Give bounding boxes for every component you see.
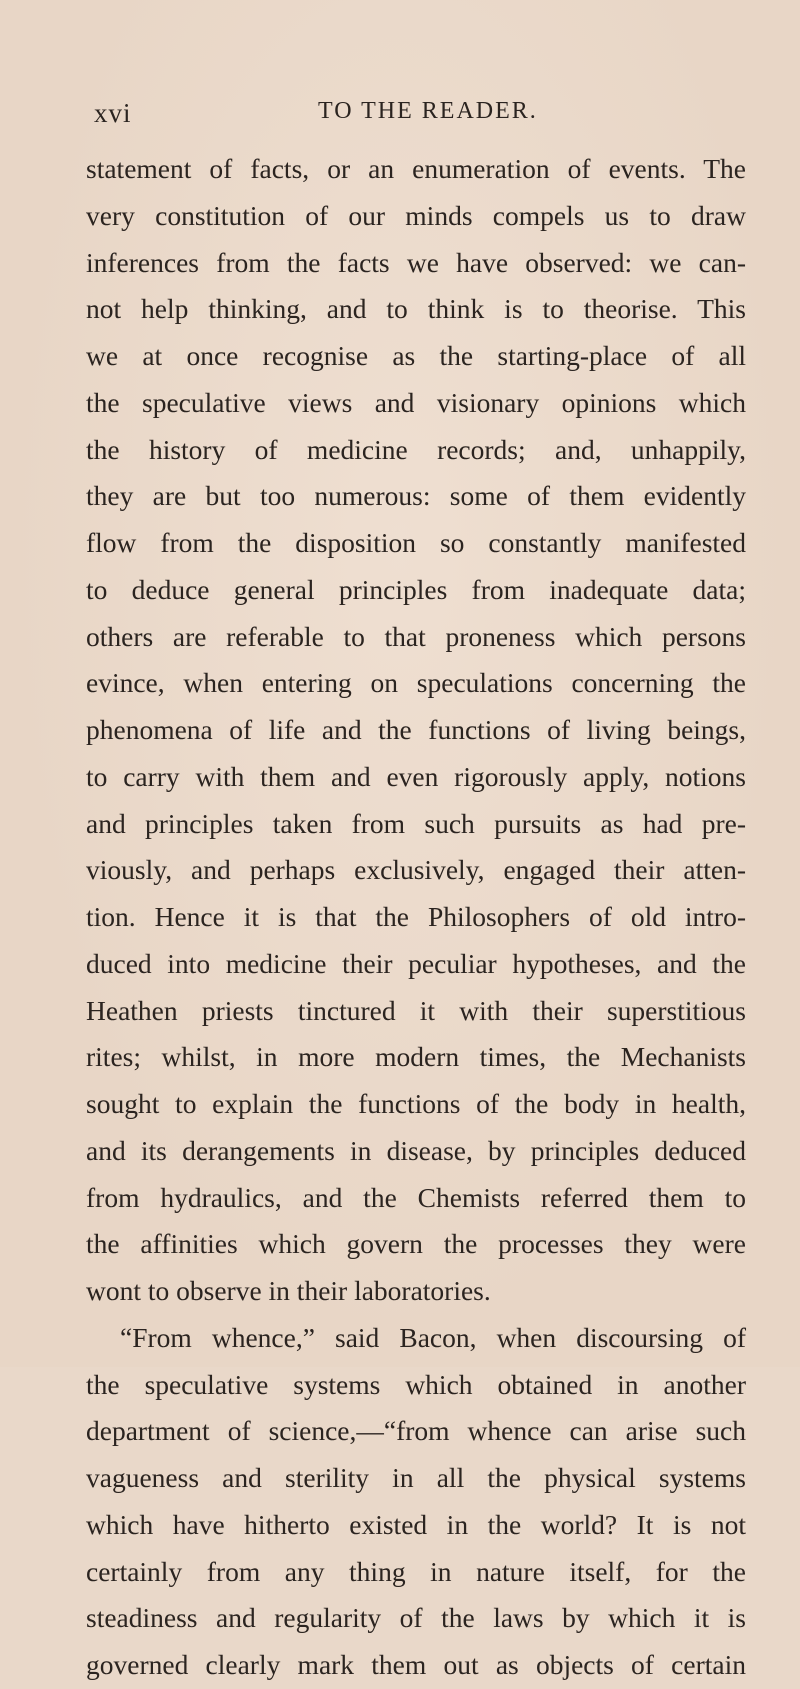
text-line: certainly from any thing in nature itself, for the [86, 1555, 746, 1587]
text-line: flow from the disposition so constantly manifested [86, 527, 746, 558]
text-line: steadiness and regularity of the laws by which it is [86, 1602, 746, 1634]
text-line: viously, and perhaps exclusively, engaged their atten- [86, 854, 746, 886]
text-line: statement of facts, or an enumeration of events. The [86, 153, 746, 184]
text-line: to deduce general principles from inadequate data; [86, 573, 746, 605]
running-head [94, 98, 754, 138]
text-line: sought to explain the functions of the body in health, [86, 1088, 746, 1119]
paragraph-end-line: wont to observe in their laboratories. [86, 1275, 491, 1306]
text-line: the affinities which govern the processes they were [86, 1228, 746, 1260]
text-line: evince, when entering on speculations concerning the [86, 667, 746, 699]
text-line: rites; whilst, in more modern times, the Mechanists [86, 1041, 746, 1073]
text-line: the speculative systems which obtained in another [86, 1368, 746, 1400]
text-line: inferences from the facts we have observed: we can- [86, 246, 746, 278]
text-line: tion. Hence it is that the Philosophers of old intro- [86, 901, 746, 932]
body-text [86, 146, 746, 1689]
text-line: which have hitherto existed in the world? It is not [86, 1508, 746, 1540]
text-line: we at once recognise as the starting-place of all [86, 340, 746, 371]
text-line: the history of medicine records; and, unhappily, [86, 433, 746, 465]
text-line: they are but too numerous: some of them evidently [86, 480, 746, 512]
text-line: Heathen priests tinctured it with their superstitious [86, 994, 746, 1026]
text-line: duced into medicine their peculiar hypotheses, and the [86, 947, 746, 979]
text-line: department of science,—“from whence can arise such [86, 1415, 746, 1447]
text-line: the speculative views and visionary opinions which [86, 386, 746, 418]
text-line: to carry with them and even rigorously apply, notions [86, 760, 746, 792]
text-line: not help thinking, and to think is to theorise. This [86, 293, 746, 325]
text-line: others are referable to that proneness which persons [86, 620, 746, 652]
paragraph-start-line: “From whence,” said Bacon, when discoursing of [120, 1321, 746, 1353]
running-head-title: TO THE READER. [318, 98, 538, 124]
text-line: and principles taken from such pursuits as had pre- [86, 807, 746, 839]
text-line: very constitution of our minds compels us to draw [86, 199, 746, 231]
page-number: xvi [94, 98, 132, 128]
text-line: vagueness and sterility in all the physical systems [86, 1462, 746, 1493]
text-line: governed clearly mark them out as objects of certain [86, 1649, 746, 1680]
text-line: and its derangements in disease, by principles deduced [86, 1134, 746, 1166]
text-line: phenomena of life and the functions of living beings, [86, 714, 746, 745]
text-line: from hydraulics, and the Chemists referred them to [86, 1181, 746, 1213]
